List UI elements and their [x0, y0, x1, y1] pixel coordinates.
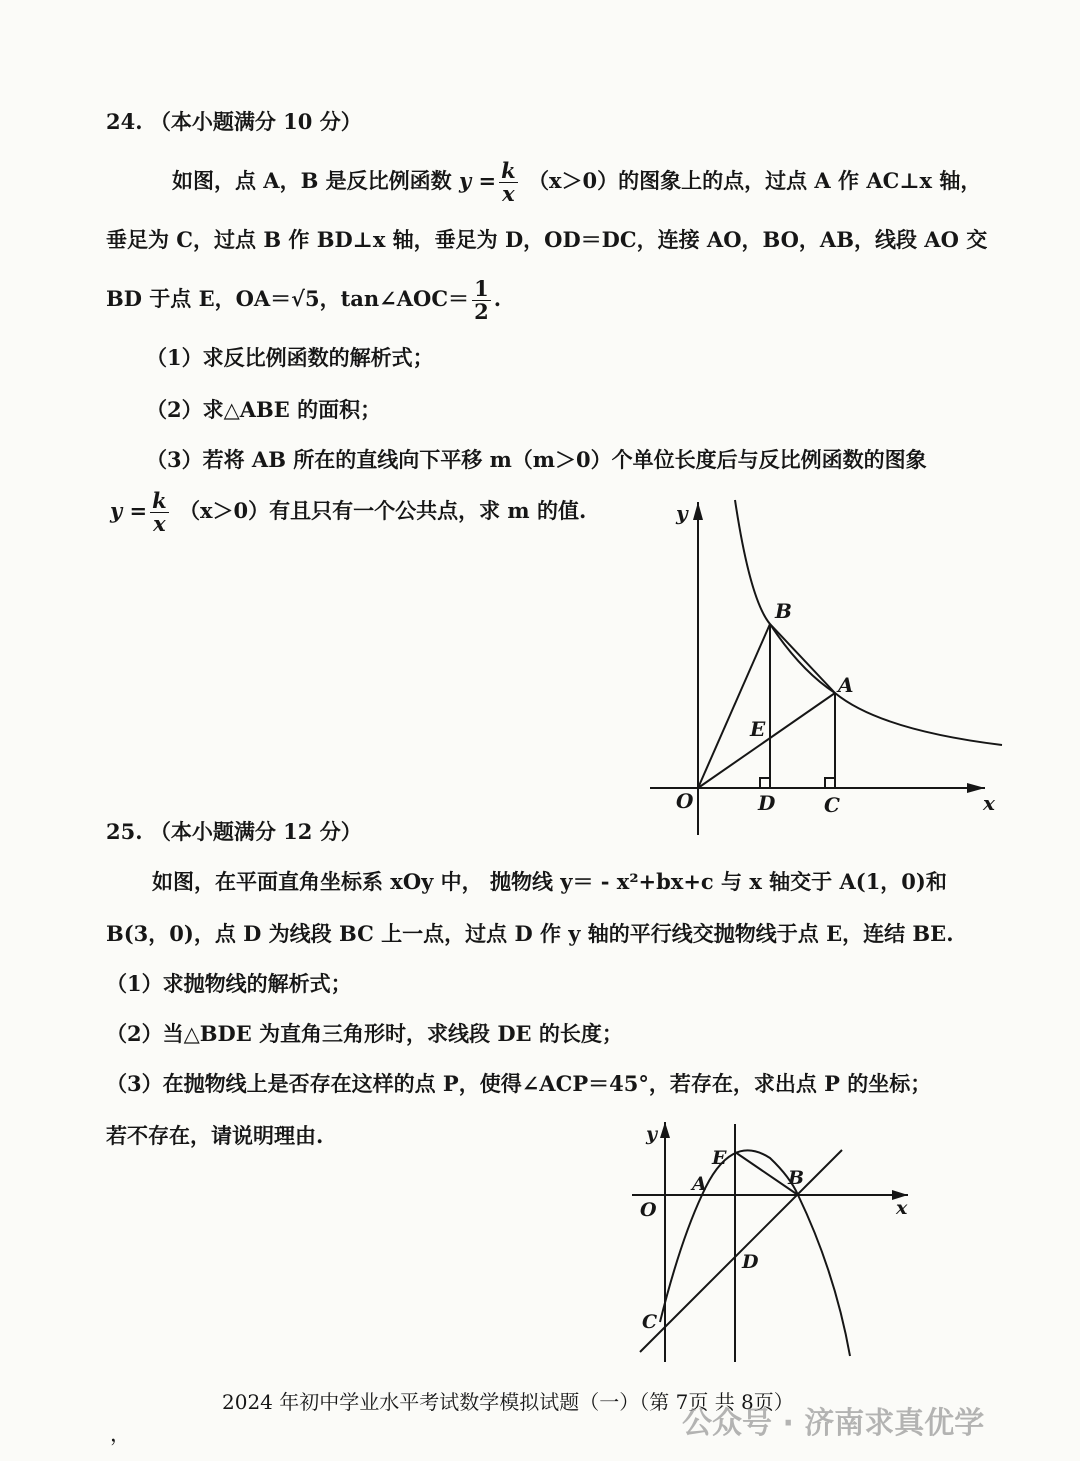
label-e: E	[750, 717, 766, 741]
q25-paragraph-1: 如图，在平面直角坐标系 xOy 中， 抛物线 y＝ - x²+bx+c 与 x 轴交于 A(1，0)和	[152, 869, 947, 894]
label-e: E	[712, 1147, 727, 1169]
q25-sub-3: （3）在抛物线上是否存在这样的点 P，使得∠ACP＝45°，若存在，求出点 P 的坐标；	[106, 1071, 932, 1096]
q25-sub-3-continued: 若不存在，请说明理由.	[106, 1123, 324, 1148]
label-x: x	[896, 1197, 908, 1219]
q24-sub-2: （2）求△ABE 的面积；	[146, 397, 382, 422]
q24-p1-after: （x＞0）的图象上的点，过点 A 作 AC⊥x 轴，	[527, 168, 982, 193]
right-angle-mark-d	[760, 778, 770, 788]
q25-sub-2: （2）当△BDE 为直角三角形时，求线段 DE 的长度；	[106, 1021, 623, 1046]
stray-mark: ，	[110, 1422, 131, 1446]
page-footer: 2024 年初中学业水平考试数学模拟试题（一）（第 7页 共 8页）	[222, 1390, 794, 1414]
fraction-denominator: x	[150, 512, 169, 535]
q25-sub-1: （1）求抛物线的解析式；	[106, 971, 352, 996]
q24-y-eq-2: y =	[110, 498, 148, 523]
label-y: y	[676, 501, 688, 525]
label-b: B	[788, 1167, 805, 1189]
q24-y-eq: y =	[458, 168, 497, 193]
q24-sub-3-continued	[110, 490, 586, 535]
label-a: A	[838, 673, 854, 697]
right-angle-mark-c	[825, 778, 835, 788]
label-o: O	[640, 1199, 657, 1221]
label-c: C	[824, 793, 840, 817]
label-d: D	[742, 1251, 759, 1273]
label-b: B	[775, 599, 792, 623]
q24-p1-before: 如图，点 A，B 是反比例函数	[172, 168, 452, 193]
q24-figure	[640, 490, 1020, 840]
q25-figure	[620, 1112, 920, 1372]
label-x: x	[983, 791, 995, 815]
y-axis-arrow	[693, 502, 703, 520]
fraction-denominator: 2	[474, 299, 489, 324]
one-half-fraction	[472, 278, 491, 323]
q25-heading: 25. （本小题满分 12 分）	[106, 819, 362, 844]
q24-paragraph-3	[106, 278, 501, 323]
label-d: D	[758, 791, 776, 815]
q24-sub3b-after: （x＞0）有且只有一个公共点，求 m 的值.	[178, 498, 587, 523]
q24-p3-after: .	[493, 286, 501, 311]
k-over-x-fraction-2	[150, 490, 169, 535]
label-c: C	[642, 1311, 658, 1333]
label-y: y	[646, 1123, 658, 1145]
line-bc	[640, 1150, 842, 1352]
q24-heading: 24. （本小题满分 10 分）	[106, 109, 362, 134]
fraction-numerator: 1	[474, 276, 489, 301]
fraction-numerator: k	[501, 158, 516, 183]
segment-ab	[770, 624, 835, 693]
k-over-x-fraction	[499, 160, 518, 205]
q24-paragraph-2: 垂足为 C，过点 B 作 BD⊥x 轴，垂足为 D，OD＝DC，连接 AO，BO，AB，线段 AO 交	[106, 227, 988, 252]
y-axis-arrow	[660, 1122, 670, 1138]
q24-sub-1: （1）求反比例函数的解析式；	[146, 345, 434, 370]
watermark: 公众号 · 济南求真优学	[682, 1406, 985, 1441]
q24-paragraph-1	[172, 160, 981, 205]
label-o: O	[676, 789, 694, 813]
fraction-numerator: k	[152, 488, 167, 513]
label-a: A	[692, 1173, 707, 1195]
q24-sub-3: （3）若将 AB 所在的直线向下平移 m（m＞0）个单位长度后与反比例函数的图象	[146, 447, 927, 472]
q24-p3-before: BD 于点 E，OA＝√5，tan∠AOC＝	[106, 286, 470, 311]
fraction-denominator: x	[499, 182, 518, 205]
q25-paragraph-2: B(3，0)，点 D 为线段 BC 上一点，过点 D 作 y 轴的平行线交抛物线于点 E，连结 BE.	[106, 921, 954, 946]
